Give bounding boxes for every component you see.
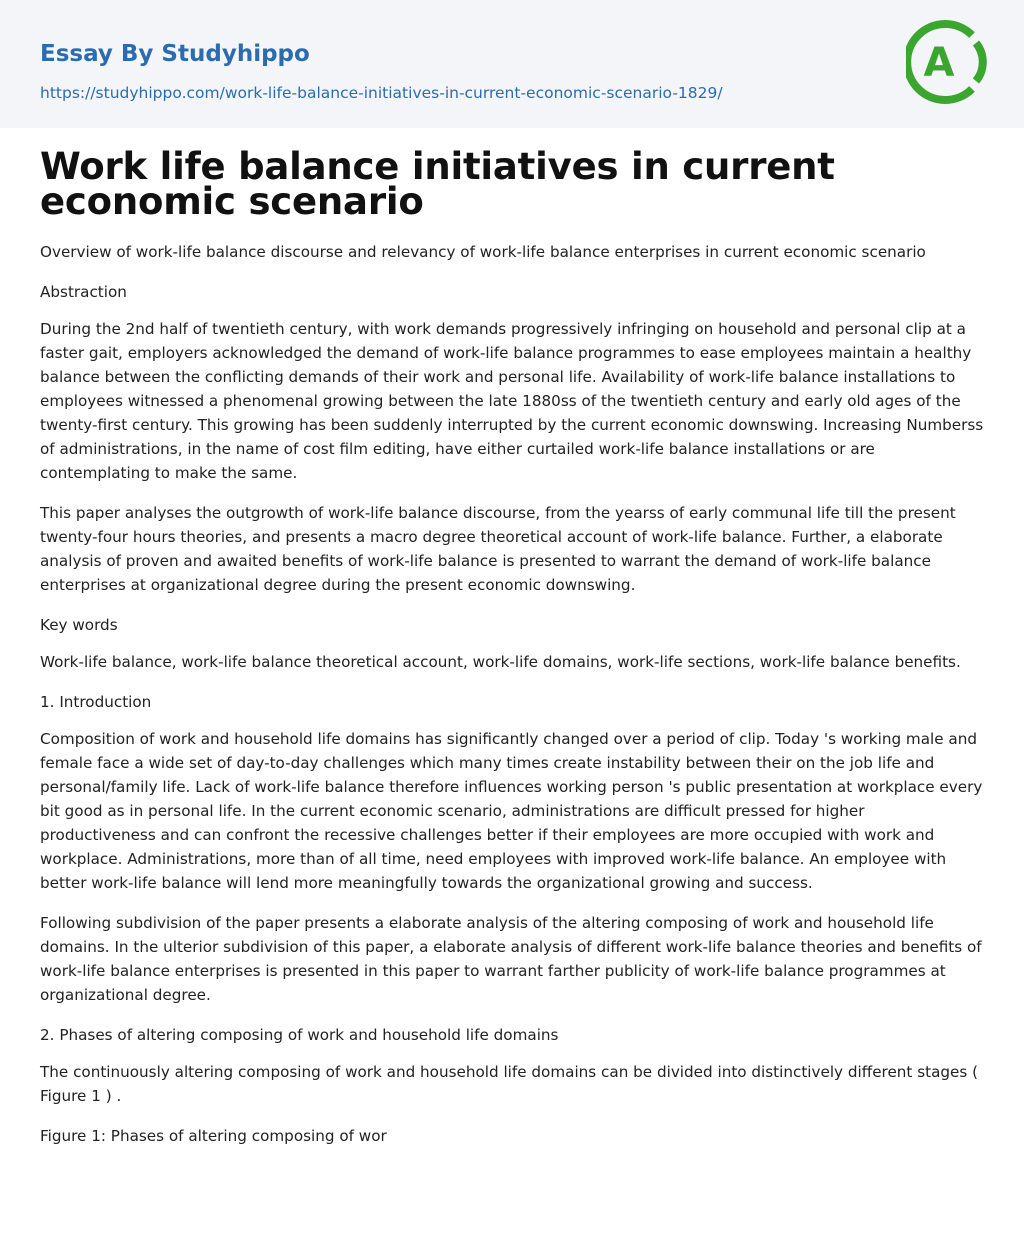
keywords-heading: Key words <box>40 616 118 634</box>
studyhippo-logo-icon[interactable] <box>906 16 992 108</box>
introduction-paragraph-2: Following subdivision of the paper presents a elaborate analysis of the altering composing of work and household life domains. In the ulterior subdivision of this paper, a elaborate analysis of different work-life balance theories and benefits of work-life balance enterprises is presented in this paper to warrant farther publicity of work-life balance programmes at organizational degree. <box>40 914 982 1004</box>
figure-caption: Figure 1: Phases of altering composing of wor <box>40 1127 387 1145</box>
phases-paragraph-1: The continuously altering composing of work and household life domains can be divided into distinctively different stages ( Figure 1 ) . <box>40 1063 979 1105</box>
article-title: Work life balance initiatives in current economic scenario <box>40 145 835 223</box>
keywords-text: Work-life balance, work-life balance theoretical account, work-life domains, work-life sections, work-life balance benefits. <box>40 653 961 671</box>
source-url-link[interactable]: https://studyhippo.com/work-life-balance-initiatives-in-current-economic-scenario-1829/ <box>40 84 723 102</box>
abstract-paragraph-1: During the 2nd half of twentieth century, with work demands progressively infringing on household and personal clip at a faster gait, employers acknowledged the demand of work-life balance programmes to ease employees maintain a healthy balance between the conflicting demands of their work and personal life. Availability of work-life balance installations to employees witnessed a phenomenal growing between the late 1880ss of the twentieth century and early old ages of the twenty-first century. This growing has been suddenly interrupted by the current economic downswing. Increasing Numberss of administrations, in the name of cost film editing, have either curtailed work-life balance installations or are contemplating to make the same. <box>40 320 984 482</box>
abstract-heading: Abstraction <box>40 283 127 301</box>
article-content <box>0 128 1024 1148</box>
phases-heading: 2. Phases of altering composing of work and household life domains <box>40 1026 559 1044</box>
site-brand[interactable]: Essay By Studyhippo <box>40 41 310 67</box>
logo-letter: A <box>923 40 955 86</box>
page-header <box>0 0 1024 128</box>
introduction-heading: 1. Introduction <box>40 693 152 711</box>
introduction-paragraph-1: Composition of work and household life domains has significantly changed over a period of clip. Today 's working male and female face a wide set of day-to-day challenges which many times create instability between their on the job life and personal/family life. Lack of work-life balance therefore influences working person 's public presentation at workplace every bit good as in personal life. In the current economic scenario, administrations are difficult pressed for higher productiveness and can confront the recessive challenges better if their employees are more occupied with work and workplace. Administrations, more than of all time, need employees with improved work-life balance. An employee with better work-life balance will lend more meaningfully towards the organizational growing and success. <box>40 730 983 892</box>
article-subtitle: Overview of work-life balance discourse and relevancy of work-life balance enterprises in current economic scenario <box>40 243 926 261</box>
abstract-paragraph-2: This paper analyses the outgrowth of work-life balance discourse, from the yearss of early communal life till the present twenty-four hours theories, and presents a macro degree theoretical account of work-life balance. Further, a elaborate analysis of proven and awaited benefits of work-life balance is presented to warrant the demand of work-life balance enterprises at organizational degree during the present economic downswing. <box>40 504 956 594</box>
